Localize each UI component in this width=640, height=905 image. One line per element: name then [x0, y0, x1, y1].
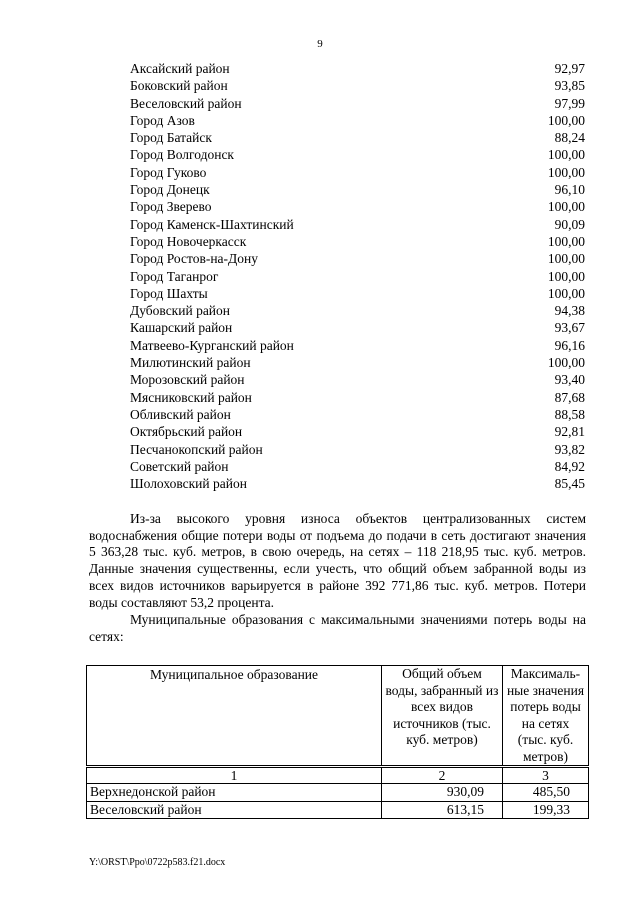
list-item	[130, 458, 585, 475]
district-value: 100,00	[547, 268, 585, 284]
table-row	[87, 784, 589, 802]
district-name: Город Таганрог	[130, 268, 219, 284]
list-item	[130, 337, 585, 354]
district-name: Аксайский район	[130, 61, 230, 76]
district-value: 92,97	[554, 61, 585, 76]
column-number: 2	[382, 767, 503, 784]
table-column-numbers	[87, 767, 589, 784]
district-name: Кашарский район	[130, 320, 233, 336]
district-value: 93,67	[554, 320, 585, 336]
district-name: Боковский район	[130, 78, 228, 94]
body-paragraph-losses: Из-за высокого уровня износа объектов централизованных систем водоснабжения общие потери воды от подъема до подачи в сеть достигают значения 5 363,28 тыс. куб. метров, в свою очередь, на сетях – 118 218,95 тыс. куб. метров. Данные значения существенны, если учесть, что общий объем забранной воды из всех видов источников варьируется в районе 392 771,86 тыс. куб. метров. Потери воды составляют 53,2 процента.	[89, 511, 586, 610]
list-item	[130, 354, 585, 371]
district-value: 96,10	[554, 182, 585, 198]
list-item	[130, 216, 585, 233]
district-value: 100,00	[547, 355, 585, 371]
list-item	[130, 129, 585, 146]
district-name: Обливский район	[130, 406, 231, 422]
district-name: Город Шахты	[130, 285, 208, 301]
list-item	[130, 77, 585, 94]
cell-municipality: Веселовский район	[87, 801, 382, 819]
district-value: 100,00	[547, 164, 585, 180]
table-row	[87, 801, 589, 819]
district-name: Октябрьский район	[130, 424, 243, 440]
losses-table	[86, 665, 589, 819]
district-name: Песчанокопский район	[130, 441, 263, 457]
list-item	[130, 198, 585, 215]
cell-max-losses: 199,33	[503, 801, 589, 819]
list-item	[130, 319, 585, 336]
list-item	[130, 423, 585, 440]
column-number: 1	[87, 767, 382, 784]
district-value: 100,00	[547, 112, 585, 128]
district-name: Город Новочеркасск	[130, 233, 247, 249]
list-item	[130, 389, 585, 406]
district-name: Веселовский район	[130, 95, 242, 111]
list-item	[130, 285, 585, 302]
district-name: Мясниковский район	[130, 389, 252, 405]
district-value: 100,00	[547, 147, 585, 163]
district-value: 93,40	[554, 372, 585, 388]
district-name: Советский район	[130, 458, 229, 474]
file-path-footer: Y:\ORST\Ppo\0722p583.f21.docx	[89, 857, 226, 868]
district-name: Дубовский район	[130, 303, 231, 319]
district-value: 93,82	[554, 441, 585, 457]
cell-municipality: Верхнедонской район	[87, 784, 382, 802]
list-item	[130, 406, 585, 423]
district-name: Город Зверево	[130, 199, 212, 215]
list-item	[130, 146, 585, 163]
district-value: 87,68	[554, 389, 585, 405]
district-value: 94,38	[554, 303, 585, 319]
district-value: 97,99	[554, 95, 585, 111]
district-value: 88,24	[554, 130, 585, 146]
district-name: Милютинский район	[130, 355, 251, 371]
district-name: Город Батайск	[130, 130, 212, 146]
district-value: 92,81	[554, 424, 585, 440]
district-name: Город Ростов-на-Дону	[130, 251, 258, 267]
column-number: 3	[503, 767, 589, 784]
district-value: 100,00	[547, 233, 585, 249]
district-name: Шолоховский район	[130, 476, 247, 492]
list-item	[130, 95, 585, 112]
district-value: 90,09	[554, 216, 585, 232]
district-value: 100,00	[547, 285, 585, 301]
district-value: 96,16	[554, 337, 585, 353]
district-name: Город Каменск-Шахтинский	[130, 216, 294, 232]
header-max-losses: Максималь-ные значения потерь воды на сетях (тыс. куб. метров)	[503, 666, 589, 767]
list-item	[130, 250, 585, 267]
list-item	[130, 181, 585, 198]
list-item	[130, 475, 585, 492]
list-item	[130, 164, 585, 181]
district-name: Город Донецк	[130, 182, 210, 198]
page-number: 9	[317, 38, 323, 50]
district-value: 84,92	[554, 458, 585, 474]
table-header-row	[87, 666, 589, 767]
cell-total-volume: 613,15	[382, 801, 503, 819]
list-item	[130, 441, 585, 458]
district-name: Город Гуково	[130, 164, 207, 180]
cell-total-volume: 930,09	[382, 784, 503, 802]
district-value: 93,85	[554, 78, 585, 94]
district-name: Город Волгодонск	[130, 147, 234, 163]
district-value: 88,58	[554, 406, 585, 422]
list-item	[130, 112, 585, 129]
district-list	[130, 60, 585, 492]
district-name: Город Азов	[130, 112, 195, 128]
list-item	[130, 233, 585, 250]
list-item	[130, 268, 585, 285]
district-name: Матвеево-Курганский район	[130, 337, 294, 353]
district-name: Морозовский район	[130, 372, 245, 388]
district-value: 100,00	[547, 251, 585, 267]
body-paragraph-intro-table: Муниципальные образования с максимальными значениями потерь воды на сетях:	[89, 612, 586, 644]
list-item	[130, 302, 585, 319]
district-value: 100,00	[547, 199, 585, 215]
header-total-volume: Общий объем воды, забранный из всех видов источников (тыс. куб. метров)	[382, 666, 503, 767]
district-value: 85,45	[554, 476, 585, 492]
header-municipality: Муниципальное образование	[87, 666, 382, 767]
list-item	[130, 371, 585, 388]
list-item	[130, 60, 585, 77]
cell-max-losses: 485,50	[503, 784, 589, 802]
